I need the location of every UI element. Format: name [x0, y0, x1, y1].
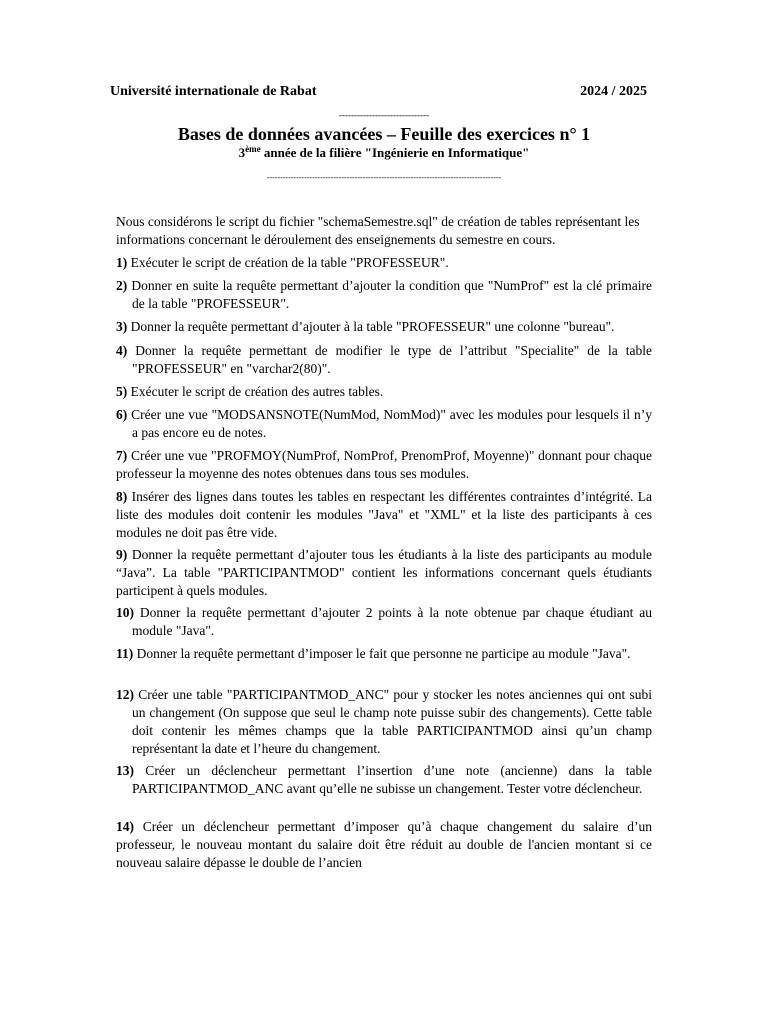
- exercise-3: [116, 318, 652, 336]
- exercise-number: 4): [116, 343, 128, 358]
- page-title: Bases de données avancées – Feuille des exercices n° 1: [177, 124, 591, 144]
- exercise-12: [116, 686, 652, 758]
- university-name: Université internationale de Rabat: [110, 84, 317, 99]
- exercise-text: Donner la requête permettant d’ajouter tous les étudiants à la liste des participants au module “Java”. La table "PARTICIPANTMOD" contient les informations concernant quels étudiants participent à quels modules.: [116, 547, 652, 598]
- subtitle-text: année de la filière "Ingénierie en Informatique": [260, 145, 530, 160]
- exercise-text: Créer un déclencheur permettant l’insertion d’une note (ancienne) dans la table PARTICIPANTMOD_ANC avant qu’elle ne subisse un changement. Tester votre déclencheur.: [132, 763, 652, 796]
- intro-paragraph: Nous considérons le script du fichier "schemaSemestre.sql" de création de tables représentant les informations concernant le déroulement des enseignements du semestre en cours.: [116, 214, 640, 247]
- exercise-number: 14): [116, 819, 134, 834]
- exercise-text: Créer une vue "PROFMOY(NumProf, NomProf, PrenomProf, Moyenne)" donnant pour chaque professeur la moyenne des notes obtenues dans tous ses modules.: [116, 448, 652, 481]
- exercise-text: Donner la requête permettant de modifier le type de l’attribut "Specialite" de la table "PROFESSEUR" en "varchar2(80)".: [127, 343, 652, 376]
- exercise-number: 11): [116, 646, 134, 661]
- academic-year: 2024 / 2025: [580, 84, 647, 99]
- exercise-number: 7): [116, 448, 128, 463]
- subtitle-superscript: ème: [245, 144, 261, 154]
- exercise-text: Donner la requête permettant d’ajouter 2 points à la note obtenue par chaque étudiant au module "Java".: [132, 605, 652, 638]
- exercise-6: [116, 406, 652, 442]
- exercise-9: [116, 546, 652, 600]
- page-subtitle: [0, 145, 768, 161]
- exercise-number: 8): [116, 489, 128, 504]
- exercise-number: 10): [116, 605, 134, 620]
- exercise-text: Donner la requête permettant d’ajouter à la table "PROFESSEUR" une colonne "bureau".: [127, 319, 615, 334]
- document-header: [110, 84, 647, 100]
- exercise-number: 6): [116, 407, 128, 422]
- exercise-number: 12): [116, 687, 134, 702]
- subtitle-ordinal: 3: [238, 145, 246, 160]
- exercise-number: 3): [116, 319, 128, 334]
- exercise-number: 9): [116, 547, 128, 562]
- exercise-number: 5): [116, 384, 128, 399]
- bottom-separator: ----------------------------------------------------------------------------------------: [266, 173, 502, 182]
- exercise-11: [116, 645, 652, 663]
- exercise-7: [116, 447, 652, 483]
- exercise-2: [116, 277, 652, 313]
- exercise-text: Insérer des lignes dans toutes les tables en respectant les différentes contraintes d’intégrité. La liste des modules doit contenir les modules "Java" et "XML" et la liste des participants à ces modules ne doit pas être vide.: [116, 489, 652, 540]
- exercise-13: [116, 762, 652, 798]
- exercise-4: [116, 342, 652, 378]
- exercise-text: Exécuter le script de création de la table "PROFESSEUR".: [127, 255, 449, 270]
- top-separator: ------------------------------: [339, 110, 429, 120]
- exercise-10: [116, 604, 652, 640]
- exercise-text: Créer une vue "MODSANSNOTE(NumMod, NomMod)" avec les modules pour lesquels il n’y a pas encore eu de notes.: [127, 407, 652, 440]
- exercise-number: 13): [116, 763, 134, 778]
- exercise-number: 1): [116, 255, 128, 270]
- exercise-text: Créer un déclencheur permettant d’imposer qu’à chaque changement du salaire d’un professeur, le nouveau montant du salaire doit être réduit au double de l'ancien montant si ce nouveau salaire dépasse le double de l’ancien: [116, 819, 652, 870]
- exercise-1: [116, 254, 652, 272]
- exercise-14: [116, 818, 652, 872]
- exercise-text: Donner la requête permettant d’imposer le fait que personne ne participe au module "Java".: [133, 646, 631, 661]
- exercise-text: Exécuter le script de création des autres tables.: [127, 384, 384, 399]
- exercise-5: [116, 383, 652, 401]
- exercise-text: Créer une table "PARTICIPANTMOD_ANC" pour y stocker les notes anciennes qui ont subi un changement (On suppose que seul le champ note puisse subir des changements). Cette table doit contenir les mêmes champs que la table PARTICIPANTMOD ainsi qu’un champ représentant la date et l’heure du changement.: [132, 687, 652, 756]
- exercise-number: 2): [116, 278, 128, 293]
- exercise-text: Donner en suite la requête permettant d’ajouter la condition que "NumProf" est la clé primaire de la table "PROFESSEUR".: [127, 278, 652, 311]
- exercise-8: [116, 488, 652, 542]
